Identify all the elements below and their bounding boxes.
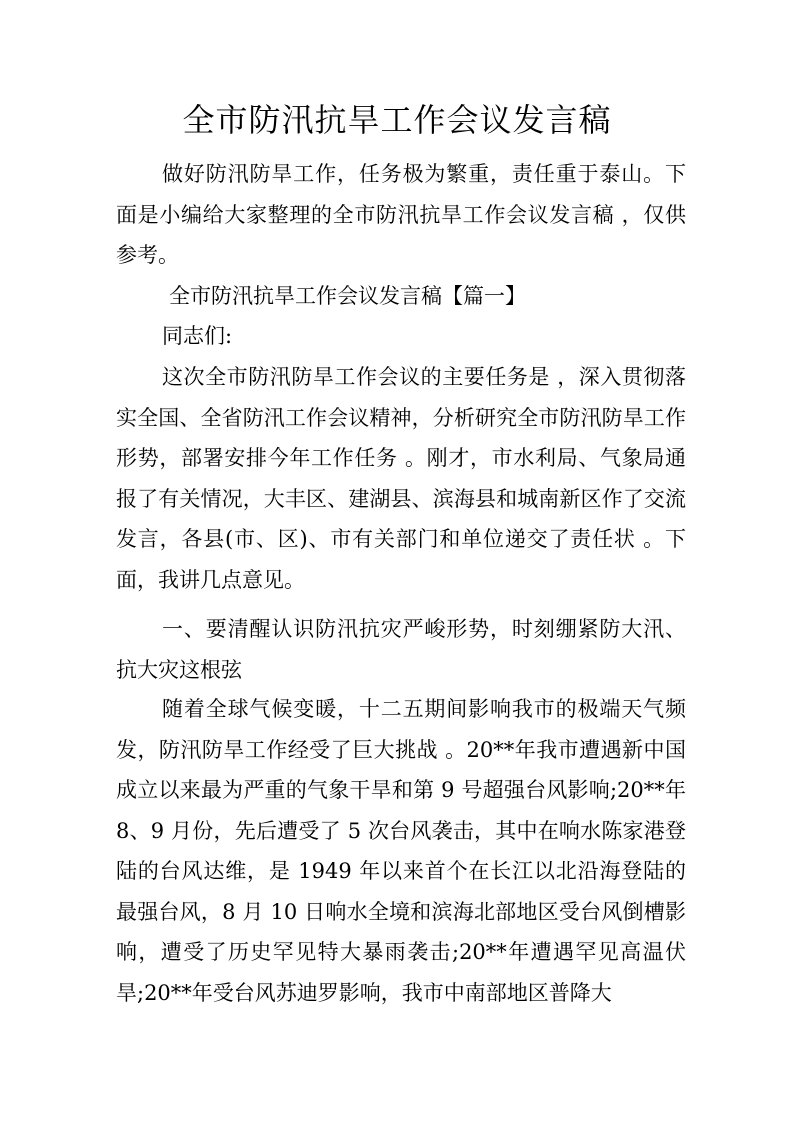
section-heading: 全市防汛抗旱工作会议发言稿【篇一】 (169, 284, 526, 308)
intro-paragraph: 做好防汛防旱工作，任务极为繁重，责任重于泰山。下面是小编给大家整理的全市防汛抗旱工作会议发言稿 ，仅供参考。 (116, 162, 686, 267)
body-paragraph-1: 这次全市防汛防旱工作会议的主要任务是 ，深入贯彻落实全国、全省防汛工作会议精神，分析研究全市防汛防旱工作形势，部署安排今年工作任务 。刚才，市水利局、气象局通报了有关情况，大丰区、建湖县、滨海县和城南新区作了交流发言，各县(市、区)、市有关部门和单位递交了责任状 。下面，我讲几点意见。 (116, 365, 686, 592)
salutation: 同志们: (162, 324, 233, 348)
body-paragraph-2: 随着全球气候变暖，十二五期间影响我市的极端天气频发，防汛防旱工作经受了巨大挑战 。20**年我市遭遇新中国成立以来最为严重的气象干旱和第 9 号超强台风影响;20**年 8、9 月份，先后遭受了 5 次台风袭击，其中在响水陈家港登陆的台风达维，是 1949 年以来首个在长江以北沿海登陆的最强台风，8 月 10 日响水全境和滨海北部地区受台风倒槽影响，遭受了历史罕见特大暴雨袭击;20**年遭遇罕见高温伏旱;20**年受台风苏迪罗影响，我市中南部地区普降大 (116, 697, 686, 1005)
document-title: 全市防汛抗旱工作会议发言稿 (182, 101, 612, 139)
point-1-heading: 一、要清醒认识防汛抗灾严峻形势，时刻绷紧防大汛、抗大灾这根弦 (116, 617, 686, 682)
